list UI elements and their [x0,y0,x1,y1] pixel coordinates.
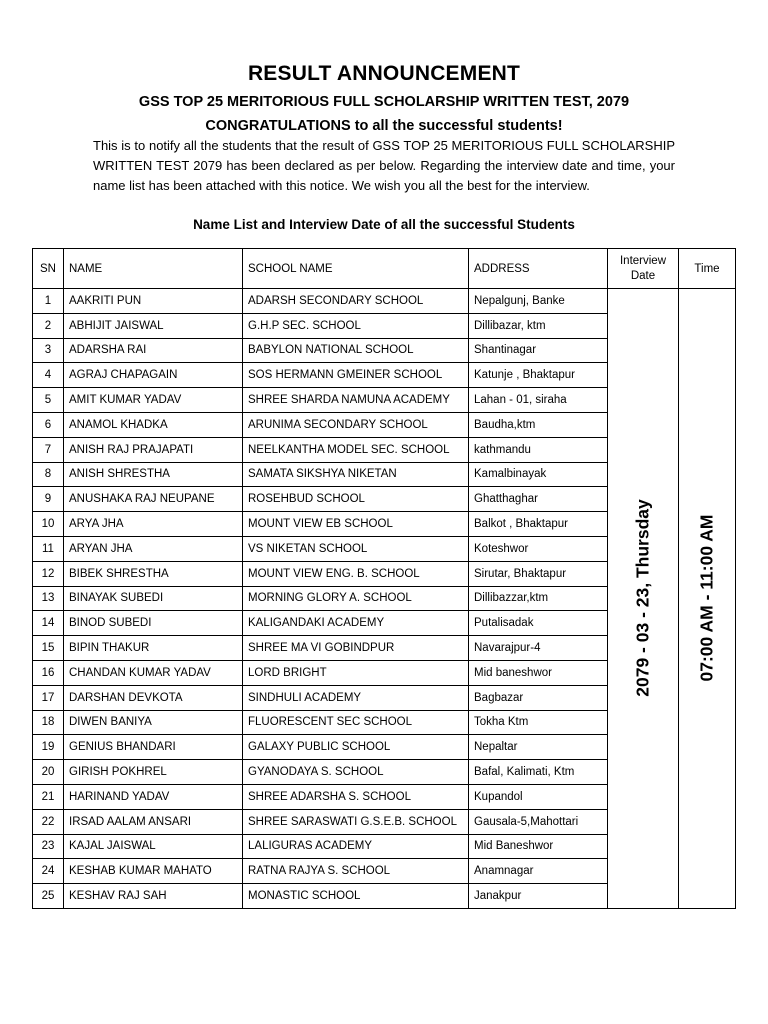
cell-sn: 19 [33,735,64,760]
cell-name: DIWEN BANIYA [64,710,243,735]
cell-name: GENIUS BHANDARI [64,735,243,760]
cell-name: CHANDAN KUMAR YADAV [64,660,243,685]
column-header-interview-date: Interview Date [608,249,679,289]
column-header-sn: SN [33,249,64,289]
intro-paragraph: This is to notify all the students that the result of GSS TOP 25 MERITORIOUS FULL SCHOLARSHIP WRITTEN TEST 2079 has been declared as per below. Regarding the interview date and time, your name list has been attached with this notice. We wish you all the best for the interview. [93,138,675,193]
cell-address: Nepalgunj, Banke [469,289,608,314]
cell-school: LORD BRIGHT [243,660,469,685]
cell-sn: 11 [33,536,64,561]
cell-address: Lahan - 01, siraha [469,388,608,413]
cell-address: Mid Baneshwor [469,834,608,859]
cell-school: MORNING GLORY A. SCHOOL [243,586,469,611]
page-title: RESULT ANNOUNCEMENT [247,62,521,85]
cell-sn: 23 [33,834,64,859]
interview-date-text: 2079 - 03 - 23, Thursday [632,499,653,698]
cell-address: Dillibazar, ktm [469,313,608,338]
cell-school: BABYLON NATIONAL SCHOOL [243,338,469,363]
cell-sn: 25 [33,884,64,909]
cell-sn: 20 [33,760,64,785]
cell-school: RATNA RAJYA S. SCHOOL [243,859,469,884]
cell-sn: 9 [33,487,64,512]
cell-address: Baudha,ktm [469,412,608,437]
cell-address: Dillibazzar,ktm [469,586,608,611]
cell-sn: 4 [33,363,64,388]
cell-sn: 5 [33,388,64,413]
cell-address: Nepaltar [469,735,608,760]
interview-date-cell [608,289,679,909]
cell-name: BIPIN THAKUR [64,636,243,661]
cell-school: SHREE MA VI GOBINDPUR [243,636,469,661]
cell-school: LALIGURAS ACADEMY [243,834,469,859]
cell-name: ADARSHA RAI [64,338,243,363]
cell-school: MOUNT VIEW ENG. B. SCHOOL [243,561,469,586]
cell-school: MONASTIC SCHOOL [243,884,469,909]
cell-school: ADARSH SECONDARY SCHOOL [243,289,469,314]
cell-address: Sirutar, Bhaktapur [469,561,608,586]
cell-sn: 10 [33,512,64,537]
cell-school: ROSEHBUD SCHOOL [243,487,469,512]
cell-name: AMIT KUMAR YADAV [64,388,243,413]
cell-name: ABHIJIT JAISWAL [64,313,243,338]
cell-name: ANISH RAJ PRAJAPATI [64,437,243,462]
cell-name: BIBEK SHRESTHA [64,561,243,586]
cell-address: Koteshwor [469,536,608,561]
cell-name: ARYA JHA [64,512,243,537]
cell-sn: 13 [33,586,64,611]
cell-address: Ghatthaghar [469,487,608,512]
cell-address: Katunje , Bhaktapur [469,363,608,388]
interview-time-text: 07:00 AM - 11:00 AM [696,514,717,682]
cell-name: AGRAJ CHAPAGAIN [64,363,243,388]
cell-school: VS NIKETAN SCHOOL [243,536,469,561]
cell-school: SOS HERMANN GMEINER SCHOOL [243,363,469,388]
cell-sn: 14 [33,611,64,636]
cell-address: Navarajpur-4 [469,636,608,661]
column-header-time: Time [679,249,736,289]
column-header-school: SCHOOL NAME [243,249,469,289]
cell-school: SHREE SARASWATI G.S.E.B. SCHOOL [243,809,469,834]
cell-address: Janakpur [469,884,608,909]
cell-school: KALIGANDAKI ACADEMY [243,611,469,636]
cell-address: Kupandol [469,784,608,809]
cell-school: NEELKANTHA MODEL SEC. SCHOOL [243,437,469,462]
cell-name: ARYAN JHA [64,536,243,561]
cell-name: AAKRITI PUN [64,289,243,314]
cell-address: Tokha Ktm [469,710,608,735]
congratulations-line: CONGRATULATIONS to all the successful students! [205,118,563,134]
cell-address: Mid baneshwor [469,660,608,685]
table-body [33,289,736,909]
cell-school: FLUORESCENT SEC SCHOOL [243,710,469,735]
cell-sn: 2 [33,313,64,338]
cell-name: ANISH SHRESTHA [64,462,243,487]
cell-name: IRSAD AALAM ANSARI [64,809,243,834]
cell-sn: 21 [33,784,64,809]
cell-sn: 3 [33,338,64,363]
cell-address: Putalisadak [469,611,608,636]
cell-sn: 22 [33,809,64,834]
cell-school: SINDHULI ACADEMY [243,685,469,710]
cell-sn: 8 [33,462,64,487]
cell-sn: 17 [33,685,64,710]
cell-school: SAMATA SIKSHYA NIKETAN [243,462,469,487]
cell-sn: 16 [33,660,64,685]
cell-address: Gausala-5,Mahottari [469,809,608,834]
cell-name: KAJAL JAISWAL [64,834,243,859]
cell-school: SHREE ADARSHA S. SCHOOL [243,784,469,809]
cell-address: Shantinagar [469,338,608,363]
cell-school: GALAXY PUBLIC SCHOOL [243,735,469,760]
cell-name: BINAYAK SUBEDI [64,586,243,611]
results-table [32,248,736,909]
cell-name: ANUSHAKA RAJ NEUPANE [64,487,243,512]
cell-address: Bafal, Kalimati, Ktm [469,760,608,785]
cell-address: Balkot , Bhaktapur [469,512,608,537]
cell-sn: 1 [33,289,64,314]
test-subtitle: GSS TOP 25 MERITORIOUS FULL SCHOLARSHIP WRITTEN TEST, 2079 [138,94,630,110]
list-heading: Name List and Interview Date of all the successful Students [193,217,575,232]
cell-sn: 7 [33,437,64,462]
cell-sn: 24 [33,859,64,884]
cell-school: ARUNIMA SECONDARY SCHOOL [243,412,469,437]
cell-address: kathmandu [469,437,608,462]
cell-name: HARINAND YADAV [64,784,243,809]
cell-school: GYANODAYA S. SCHOOL [243,760,469,785]
cell-name: DARSHAN DEVKOTA [64,685,243,710]
table-row [33,289,736,314]
cell-address: Anamnagar [469,859,608,884]
cell-school: MOUNT VIEW EB SCHOOL [243,512,469,537]
cell-name: ANAMOL KHADKA [64,412,243,437]
table-header-row [33,249,736,289]
cell-school: SHREE SHARDA NAMUNA ACADEMY [243,388,469,413]
interview-time-cell [679,289,736,909]
column-header-address: ADDRESS [469,249,608,289]
cell-school: G.H.P SEC. SCHOOL [243,313,469,338]
cell-sn: 12 [33,561,64,586]
cell-address: Kamalbinayak [469,462,608,487]
cell-name: KESHAB KUMAR MAHATO [64,859,243,884]
cell-sn: 6 [33,412,64,437]
cell-name: BINOD SUBEDI [64,611,243,636]
cell-address: Bagbazar [469,685,608,710]
column-header-name: NAME [64,249,243,289]
cell-name: KESHAV RAJ SAH [64,884,243,909]
cell-name: GIRISH POKHREL [64,760,243,785]
cell-sn: 18 [33,710,64,735]
cell-sn: 15 [33,636,64,661]
